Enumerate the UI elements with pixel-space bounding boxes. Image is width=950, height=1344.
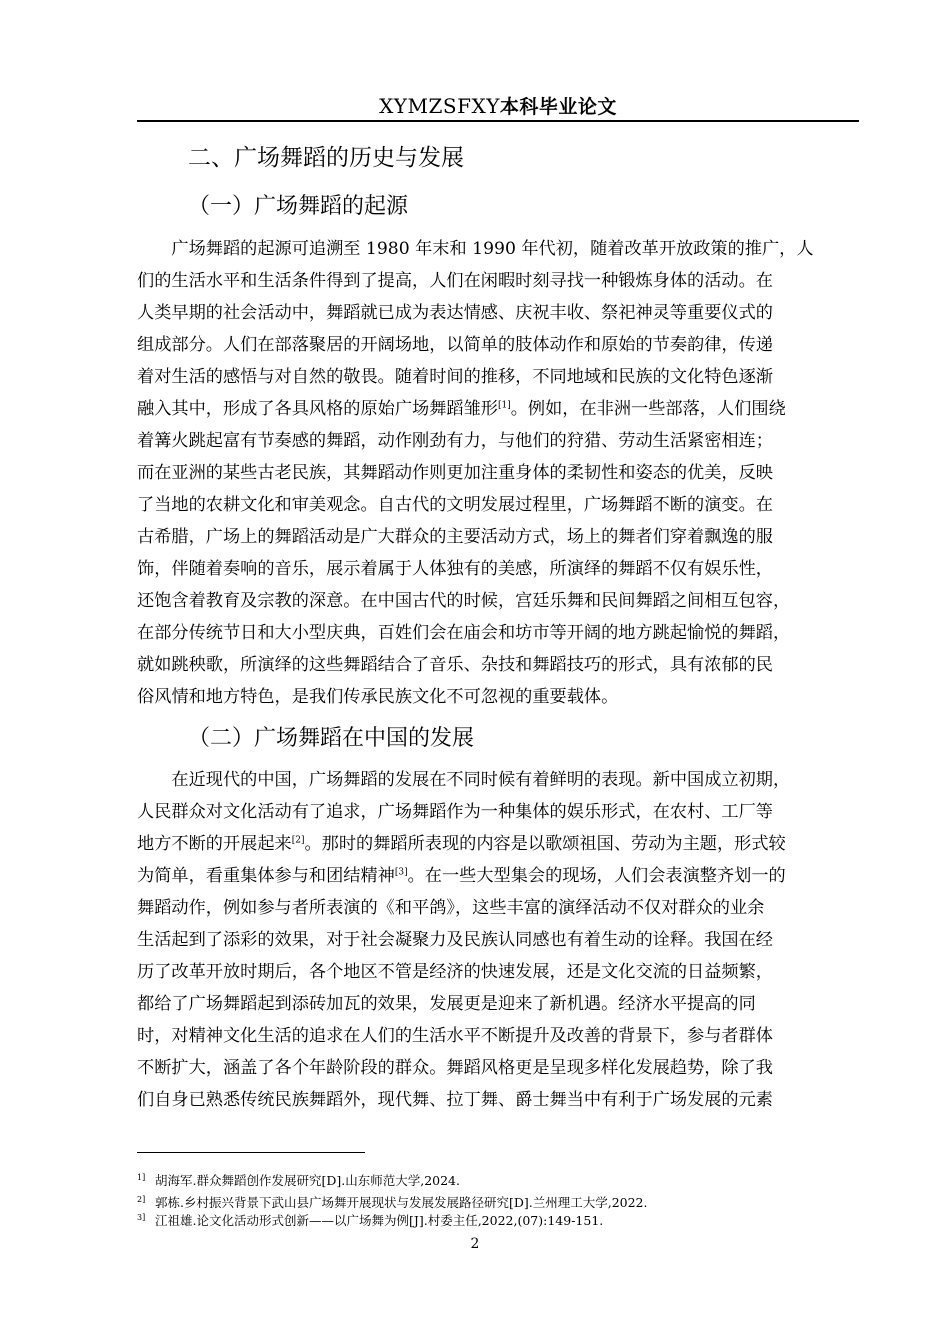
text-fragment: 。例如，在非洲一些部落，人们围绕 (510, 399, 786, 419)
text-line (137, 393, 859, 425)
text-line: 广场舞蹈的起源可追溯至 1980 年末和 1990 年代初，随着改革开放政策的推广，人 (137, 239, 814, 259)
text-line: 人民群众对文化活动有了追求，广场舞蹈作为一种集体的娱乐形式，在农村、工厂等 (137, 802, 773, 822)
text-line: 人类早期的社会活动中，舞蹈就已成为表达情感、庆祝丰收、祭祀神灵等重要仪式的 (137, 303, 773, 323)
text-line: 历了改革开放时期后，各个地区不管是经济的快速发展，还是文化交流的日益频繁， (137, 962, 773, 982)
text-line: 生活起到了添彩的效果，对于社会凝聚力及民族认同感也有着生动的诠释。我国在经 (137, 930, 773, 950)
text-fragment: 。在一些大型集会的现场，人们会表演整齐划一的 (407, 866, 786, 886)
text-line: 俗风情和地方特色，是我们传承民族文化不可忽视的重要载体。 (137, 687, 619, 707)
text-line: 古希腊，广场上的舞蹈活动是广大群众的主要活动方式，场上的舞者们穿着飘逸的服 (137, 527, 773, 547)
citation-2[interactable]: [2] (291, 835, 305, 846)
subsection-title-origin: （一）广场舞蹈的起源 (188, 194, 409, 219)
footnote-3: 3] 江祖雄.论文化活动形式创新——以广场舞为例[J].村委主任,2022,(07):149-151. (137, 1212, 604, 1228)
text-line: 而在亚洲的某些古老民族，其舞蹈动作则更加注重身体的柔韧性和姿态的优美，反映 (137, 463, 773, 483)
citation-1[interactable]: [1] (497, 400, 511, 411)
footnote-2: 2] 郭栋.乡村振兴背景下武山县广场舞开展现状与发展发展路径研究[D].兰州理工大学,2022. (137, 1194, 648, 1210)
text-line: 还饱含着教育及宗教的深意。在中国古代的时候，宫廷乐舞和民间舞蹈之间相互包容， (137, 591, 791, 611)
text-line: 舞蹈动作，例如参与者所表演的《和平鸽》，这些丰富的演绎活动不仅对群众的业余 (137, 898, 765, 918)
subsection-title-development: （二）广场舞蹈在中国的发展 (188, 726, 475, 751)
text-line: 着对生活的感悟与对自然的敬畏。随着时间的推移，不同地域和民族的文化特色逐渐 (137, 367, 773, 387)
text-line: 们自身已熟悉传统民族舞蹈外，现代舞、拉丁舞、爵士舞当中有利于广场发展的元素 (137, 1090, 773, 1110)
text-fragment: 。那时的舞蹈所表现的内容是以歌颂祖国、劳动为主题，形式较 (304, 834, 786, 854)
text-line (137, 828, 859, 860)
text-line: 就如跳秧歌，所演绎的这些舞蹈结合了音乐、杂技和舞蹈技巧的形式，具有浓郁的民 (137, 655, 773, 675)
text-line: 不断扩大，涵盖了各个年龄阶段的群众。舞蹈风格更是呈现多样化发展趋势，除了我 (137, 1058, 773, 1078)
text-line: 都给了广场舞蹈起到添砖加瓦的效果，发展更是迎来了新机遇。经济水平提高的同 (137, 994, 756, 1014)
text-line: 们的生活水平和生活条件得到了提高，人们在闲暇时刻寻找一种锻炼身体的活动。在 (137, 271, 773, 291)
text-fragment: 地方不断的开展起来 (137, 834, 292, 854)
text-fragment: 为简单，看重集体参与和团结精神 (137, 866, 395, 886)
citation-3[interactable]: [3] (394, 867, 408, 878)
text-line: 在部分传统节日和大小型庆典，百姓们会在庙会和坊市等开阔的地方跳起愉悦的舞蹈， (137, 623, 791, 643)
text-line: 着篝火跳起富有节奏感的舞蹈，动作刚劲有力，与他们的狩猎、劳动生活紧密相连； (137, 431, 773, 451)
footnote-divider (137, 1152, 365, 1153)
page-header (137, 92, 859, 122)
text-line: 组成部分。人们在部落聚居的开阔场地，以简单的肢体动作和原始的节奏韵律，传递 (137, 335, 773, 355)
text-line: 饰，伴随着奏响的音乐，展示着属于人体独有的美感，所演绎的舞蹈不仅有娱乐性， (137, 559, 773, 579)
text-line: 了当地的农耕文化和审美观念。自古代的文明发展过程里，广场舞蹈不断的演变。在 (137, 495, 773, 515)
footnote-text: 胡海军.群众舞蹈创作发展研究[D].山东师范大学,2024. (155, 1173, 460, 1188)
text-line: 时，对精神文化生活的追求在人们的生活水平不断提升及改善的背景下，参与者群体 (137, 1026, 773, 1046)
footnote-text: 江祖雄.论文化活动形式创新——以广场舞为例[J].村委主任,2022,(07):149-151. (155, 1213, 604, 1228)
text-line: 在近现代的中国，广场舞蹈的发展在不同时候有着鲜明的表现。新中国成立初期， (137, 770, 791, 790)
text-fragment: 融入其中，形成了各具风格的原始广场舞蹈雏形 (137, 399, 498, 419)
text-line (137, 860, 859, 892)
page-number: 2 (470, 1236, 480, 1252)
section-title: 二、广场舞蹈的历史与发展 (188, 145, 464, 171)
footnote-1: 1] 胡海军.群众舞蹈创作发展研究[D].山东师范大学,2024. (137, 1172, 460, 1188)
header-code: XYMZSFXY (379, 94, 500, 118)
footnote-text: 郭栋.乡村振兴背景下武山县广场舞开展现状与发展发展路径研究[D].兰州理工大学,2022. (155, 1195, 648, 1210)
header-text (379, 94, 617, 118)
header-title: 本科毕业论文 (499, 96, 617, 118)
